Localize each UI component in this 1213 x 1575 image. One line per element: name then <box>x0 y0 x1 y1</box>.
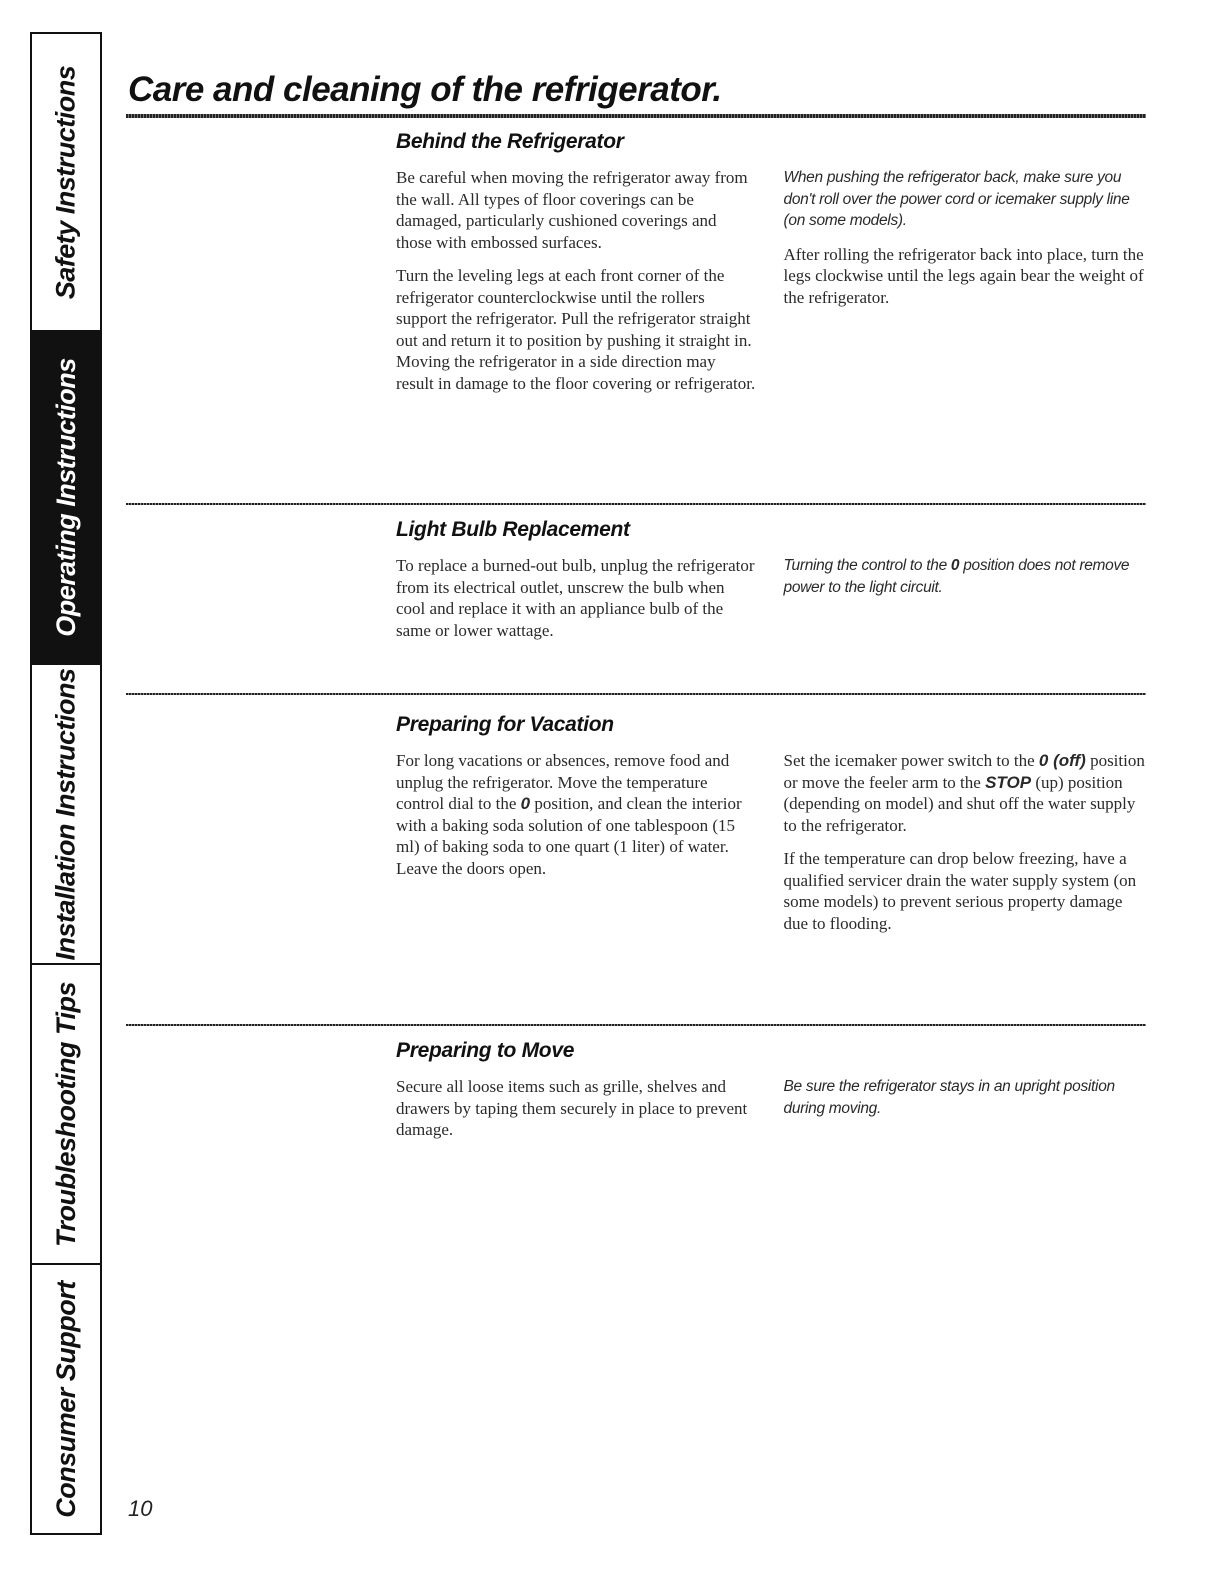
body-paragraph: Be careful when moving the refrigerator away from the wall. All types of floor coverings can be damaged, particularly cushioned coverings and those with embossed surfaces. <box>396 168 748 252</box>
caution-note: Be sure the refrigerator stays in an upright position during moving. <box>783 1078 1115 1117</box>
title-divider <box>126 114 1146 118</box>
section-preparing-to-move <box>396 1039 1146 1153</box>
zero-setting: 0 <box>520 794 531 813</box>
zero-setting: 0 <box>950 557 960 574</box>
body-paragraph: Secure all loose items such as grille, shelves and drawers by taping them securely in place to prevent damage. <box>396 1077 748 1139</box>
section-title: Behind the Refrigerator <box>396 130 624 153</box>
tab-troubleshooting-tips[interactable] <box>32 965 100 1265</box>
body-text: position or move the feeler arm to the <box>783 751 1145 792</box>
body-paragraph: After rolling the refrigerator back into place, turn the legs clockwise until the legs again bear the weight of the refrigerator. <box>783 244 1144 307</box>
left-column <box>396 167 756 406</box>
body-text: Set the icemaker power switch to the <box>783 751 1039 770</box>
section-title: Light Bulb Replacement <box>396 518 630 541</box>
section-light-bulb-replacement <box>396 518 1146 653</box>
stop-setting: STOP <box>985 772 1032 792</box>
section-tab-bar <box>30 32 102 1535</box>
body-paragraph: To replace a burned-out bulb, unplug the refrigerator from its electrical outlet, unscrew the bulb when cool and replace it with an appliance bulb of the same or lower wattage. <box>396 556 755 640</box>
tab-operating-instructions[interactable] <box>32 332 100 665</box>
body-paragraph <box>396 750 756 879</box>
tab-consumer-support[interactable] <box>32 1265 100 1533</box>
tab-label: Consumer Support <box>50 1280 81 1518</box>
caution-note <box>784 555 1146 598</box>
left-column <box>396 750 756 946</box>
tab-label: Safety Instructions <box>50 65 81 299</box>
tab-label: Installation Instructions <box>50 667 81 961</box>
section-behind-refrigerator <box>396 130 1146 406</box>
tab-installation-instructions[interactable] <box>32 665 100 965</box>
page-number: 10 <box>128 1496 153 1521</box>
body-paragraph: If the temperature can drop below freezing, have a qualified servicer drain the water supply system (on some models) to prevent serious property damage due to flooding. <box>783 849 1137 933</box>
right-column <box>784 750 1146 946</box>
body-text: (up) position (depending on model) and shut off the water supply to the refrigerator. <box>783 772 1136 835</box>
tab-safety-instructions[interactable] <box>32 34 100 332</box>
right-column <box>784 167 1146 406</box>
left-column <box>396 555 756 653</box>
right-column <box>784 1076 1146 1153</box>
section-divider <box>126 1024 1146 1026</box>
section-preparing-for-vacation <box>396 713 1146 946</box>
section-title: Preparing to Move <box>396 1039 575 1062</box>
section-divider <box>126 693 1146 695</box>
left-column <box>396 1076 756 1153</box>
section-title: Preparing for Vacation <box>396 713 614 736</box>
note-text: position does not remove power to the light circuit. <box>783 557 1130 596</box>
tab-label: Operating Instructions <box>50 358 81 637</box>
caution-note: When pushing the refrigerator back, make sure you don't roll over the power cord or icemaker supply line (on some models). <box>783 169 1130 229</box>
page-title: Care and cleaning of the refrigerator. <box>128 70 722 109</box>
tab-label: Troubleshooting Tips <box>50 981 81 1247</box>
body-paragraph: Turn the leveling legs at each front corner of the refrigerator counterclockwise until the rollers support the refrigerator. Pull the refrigerator straight out and return it to position by pushing it straight in. Moving the refrigerator in a side direction may result in damage to the floor covering or refrigerator. <box>396 266 756 393</box>
note-text: Turning the control to the <box>783 557 951 574</box>
right-column <box>784 555 1146 653</box>
section-divider <box>126 503 1146 505</box>
body-text: For long vacations or absences, remove food and unplug the refrigerator. Move the temperature control dial to the <box>396 751 730 813</box>
body-text: position, and clean the interior with a baking soda solution of one tablespoon (15 ml) of baking soda to one quart (1 liter) of water. Leave the doors open. <box>396 794 742 878</box>
body-paragraph <box>784 750 1146 836</box>
off-setting: 0 (off) <box>1038 751 1086 770</box>
